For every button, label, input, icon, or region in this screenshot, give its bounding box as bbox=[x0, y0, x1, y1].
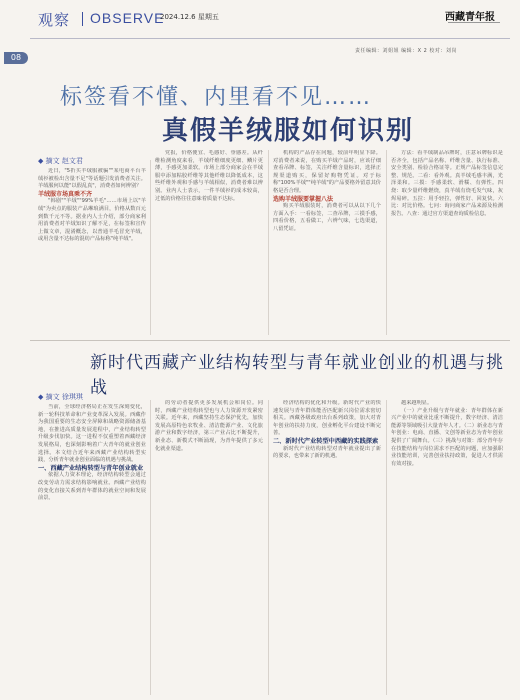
column-divider bbox=[268, 150, 269, 335]
column-divider bbox=[386, 150, 387, 335]
feature-column-3 bbox=[273, 150, 381, 335]
article2-paragraph: 依据人力资本理论，经济结构转型会通过改变劳动力需求结构影响就业。西藏产业结构的变化直接关系到青年群体的就业空间和发展前景。 bbox=[38, 472, 146, 502]
feature-subheading-2: 选购羊绒服要掌握八法 bbox=[273, 195, 334, 203]
feature-byline: ◆ 摘文 赵文君 bbox=[38, 157, 83, 165]
newspaper-name-underline bbox=[448, 22, 500, 28]
feature-paragraph: 机构的产品存在问题，较前年明显下降。对消费者来说，在购买羊绒产品时，应该仔细查看吊牌、标签，关注纤维含量标识，选择正规渠道购买，保留好购物凭证。对于标称"100%羊绒""纯羊绒"的产品要格外留意其价格是否合理。 bbox=[273, 150, 381, 194]
article2-section-heading-1: 一、西藏产业结构转型与青年创业就业 bbox=[38, 464, 144, 472]
column-divider bbox=[150, 160, 151, 335]
article2-byline: ◆ 摘文 徐琪琪 bbox=[38, 393, 83, 401]
column-label-cn: 观察 bbox=[38, 11, 71, 29]
column-divider bbox=[268, 400, 269, 695]
article2-paragraph: 当前，全球经济格局正在发生深刻变化，新一轮科技革命和产业变革深入发展。西藏作为我国重要的生态安全屏障和战略资源储备基地，在推进高质量发展进程中，产业结构转型升级步伐加快。这一进程不仅重塑着西藏经济发展格局，也深刻影响着广大青年的就业创业选择。本文结合近年来西藏产业结构转型实践，分析青年就业创业面临的机遇与挑战。 bbox=[38, 404, 146, 464]
newspaper-name: 西藏青年报 bbox=[445, 12, 495, 23]
header-divider bbox=[82, 12, 83, 26]
article2-title: 新时代西藏产业结构转型与青年就业创业的机遇与挑战 bbox=[90, 353, 504, 398]
section-rule bbox=[30, 340, 510, 341]
article2-paragraph: 越来越明显。 bbox=[401, 400, 433, 406]
column-divider bbox=[386, 400, 387, 695]
article2-column-1 bbox=[38, 404, 146, 694]
column-divider bbox=[150, 400, 151, 695]
feature-kicker: 标签看不懂、内里看不见…… bbox=[60, 85, 373, 110]
feature-subheading-1: 羊绒服市场真乘不齐 bbox=[38, 190, 93, 198]
feature-paragraph: 党报，价格便宜、毛感好、垂感差。从纤维检测角度来看，羊绒纤维细度更细、鳞片更薄，手感更加柔软。市场上部分商家会在羊绒服中添加粘胶纤维等其他纤维以降低成本，这些纤维外观和手感与羊绒相似，消费者难以辨别。业内人士表示，一件羊绒衫的成本较高，过低的价格往往意味着质量不达标。 bbox=[155, 150, 263, 202]
article2-paragraph: 的劳动者提供更多发展机会和岗位。同时，西藏产业结构转型也与人力资源开发紧密关联。近年来，西藏坚持生态保护优先，加快发展高原特色农牧业、清洁能源产业、文化旅游产业和数字经济，第三产业占比不断提升，新业态、新模式不断涌现，为青年提供了多元化就业渠道。 bbox=[155, 400, 263, 452]
feature-column-2 bbox=[155, 150, 263, 335]
article2-column-3 bbox=[273, 400, 381, 695]
article2-column-2 bbox=[155, 400, 263, 695]
article2-column-4 bbox=[391, 400, 503, 695]
article2-section-heading-2: 二、新时代产业转型中西藏的实践探索 bbox=[273, 437, 379, 445]
page-number-badge: 08 bbox=[4, 52, 28, 64]
feature-column-1 bbox=[38, 168, 146, 333]
feature-column-4 bbox=[391, 150, 503, 335]
feature-paragraph: 购买羊绒服装时，消费者可以从以下几个方面入手：一看标签，二查吊牌，三摸手感，四看价格，五看做工，六辨气味，七选渠道，八留凭证。 bbox=[273, 203, 381, 232]
editor-line: 责任编辑：刘姐姐 编辑：X 2 校对：刘岗 bbox=[355, 48, 457, 54]
feature-title: 真假羊绒服如何识别 bbox=[162, 116, 415, 146]
page-header bbox=[0, 0, 520, 62]
column-label bbox=[38, 9, 70, 30]
feature-paragraph: "韩剧""羊绒""99%羊毛"……市场上以"羊绒"为卖点的服装产品琳琅满目，价格从数百元到数千元不等。据业内人士介绍，部分商家利用消费者对羊绒知识了解不足，在标签和宣传上做文章，混淆概念，以普通羊毛冒充羊绒，或用含量不达标的混纺产品标称"纯羊绒"。 bbox=[38, 198, 146, 243]
article2-paragraph: （一）产业升级与青年就业：青年群体在新兴产业中的就业比重不断提升，数字经济、清洁能源等领域吸引大量青年人才。（二）新业态与青年创业：电商、直播、文创等新业态为青年创业提供了广阔舞台。（三）挑战与对策：部分青年存在技能结构与岗位需求不匹配的问题，应加强职业技能培训，完善创业扶持政策，促进人才供需有效对接。 bbox=[391, 407, 503, 467]
issue-date: 2024.12.6 星期五 bbox=[160, 13, 219, 21]
column-label-en: OBSERVE bbox=[90, 10, 165, 26]
article2-paragraph: 经济结构的优化和升级。新时代产业的快速发展与青年群体能否匹配新兴岗位需求密切相关。西藏各级政府出台系列政策，加大对青年创业的扶持力度，创业孵化平台建设不断完善。 bbox=[273, 400, 381, 437]
header-rule bbox=[30, 38, 510, 39]
feature-paragraph: 方法：看羊绒制品吊牌时，注意吊牌标识是否齐全，包括产品名称、纤维含量、执行标准、安全类别、检验合格证等。正规产品标签信息完整、规范。二看：看外观。真羊绒毛感丰满，光泽柔和。三摸：手感柔软、滑糯、有弹性。四烧：取少量纤维燃烧，真羊绒有烧毛发气味，灰烬易碎。五拉：用手轻拉，弹性好、回复快。六比：对比价格。七问：询问商家产品来源及检测报告。八查：通过官方渠道查询质检信息。 bbox=[391, 150, 503, 217]
feature-intro: 近日，"5折买羊绒服被骗""某电商平台羊绒衫被检出含量不足"等话题引发消费者关注。羊绒服何以能"以假乱真"，消费者如何辨别？ bbox=[38, 168, 146, 190]
article2-paragraph: 新时代产业结构转型对青年就业提出了新的要求，也带来了新的机遇。 bbox=[273, 445, 381, 460]
